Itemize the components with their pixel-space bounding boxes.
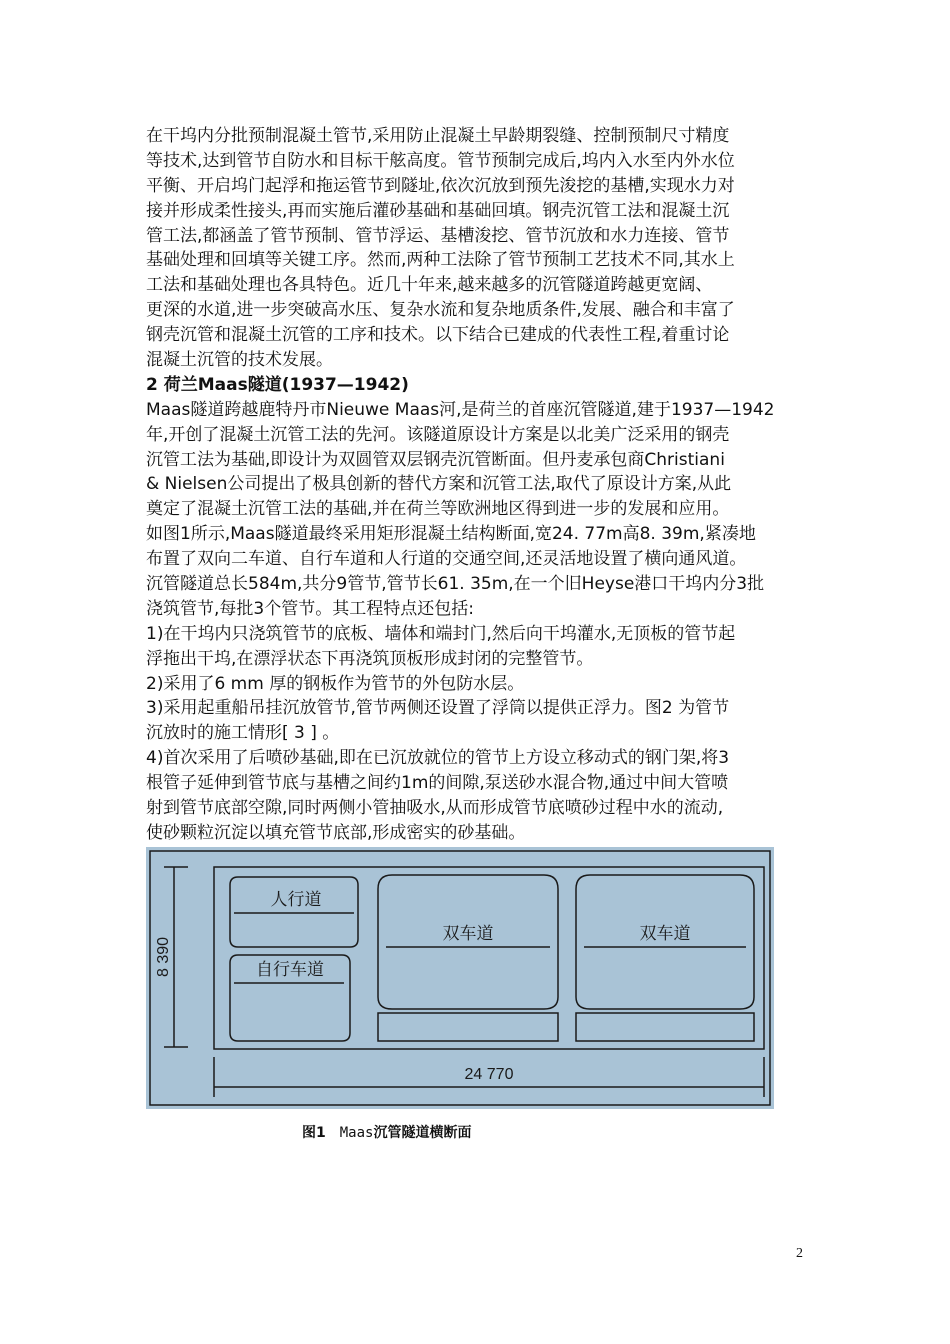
text-line: 奠定了混凝土沉管工法的基础,并在荷兰等欧洲地区得到进一步的发展和应用。 [146, 499, 730, 520]
text-line: 年,开创了混凝土沉管工法的先河。该隧道原设计方案是以北美广泛采用的钢壳 [146, 424, 730, 445]
text-line: Maas隧道跨越鹿特丹市Nieuwe Maas河,是荷兰的首座沉管隧道,建于1937—1942 [146, 399, 775, 420]
text-line: 布置了双向二车道、自行车道和人行道的交通空间,还灵活地设置了横向通风道。 [146, 549, 747, 570]
figure-background [146, 847, 774, 1109]
text-line: 2)采用了6 mm 厚的钢板作为管节的外包防水层。 [146, 673, 525, 694]
tunnel-cross-section-figure [146, 847, 774, 1109]
text-line: 使砂颗粒沉淀以填充管节底部,形成密实的砂基础。 [146, 822, 526, 843]
dim-width-label: 24 770 [464, 1066, 514, 1083]
section-heading: 2 荷兰Maas隧道(1937—1942) [146, 374, 409, 395]
text-line: 浮拖出干坞,在漂浮状态下再浇筑顶板形成封闭的完整管节。 [146, 648, 594, 669]
body-text [146, 124, 826, 846]
text-line: 沉管工法为基础,即设计为双圆管双层钢壳沉管断面。但丹麦承包商Christiani [146, 449, 725, 470]
text-line: 基础处理和回填等关键工序。然而,两种工法除了管节预制工艺技术不同,其水上 [146, 250, 735, 271]
text-line: 射到管节底部空隙,同时两侧小管抽吸水,从而形成管节底喷砂过程中水的流动, [146, 798, 724, 819]
text-line: 如图1所示,Maas隧道最终采用矩形混凝土结构断面,宽24. 77m高8. 39m,紧凑地 [146, 524, 756, 545]
page-number: 2 [796, 1246, 803, 1261]
figure-caption [302, 1122, 471, 1142]
text-line: 管工法,都涵盖了管节预制、管节浮运、基槽浚挖、管节沉放和水力连接、管节 [146, 225, 730, 246]
label-bicycle: 自行车道 [256, 960, 324, 980]
text-line: 1)在干坞内只浇筑管节的底板、墙体和端封门,然后向干坞灌水,无顶板的管节起 [146, 623, 736, 644]
text-line: 更深的水道,进一步突破高水压、复杂水流和复杂地质条件,发展、融合和丰富了 [146, 300, 735, 321]
text-line: 接并形成柔性接头,再而实施后灌砂基础和基础回填。钢壳沉管工法和混凝土沉 [146, 200, 730, 221]
label-pedestrian: 人行道 [270, 890, 322, 910]
dim-height-label: 8 390 [155, 936, 172, 978]
text-line: 钢壳沉管和混凝土沉管的工序和技术。以下结合已建成的代表性工程,着重讨论 [146, 325, 730, 346]
text-line: 浇筑管节,每批3个管节。其工程特点还包括: [146, 598, 474, 619]
text-line: 沉管隧道总长584m,共分9管节,管节长61. 35m,在一个旧Heyse港口干坞内分3批 [146, 574, 765, 595]
caption-suffix: 沉管隧道横断面 [373, 1125, 472, 1141]
text-line: 混凝土沉管的技术发展。 [146, 350, 333, 371]
text-line: 平衡、开启坞门起浮和拖运管节到隧址,依次沉放到预先浚挖的基槽,实现水力对 [146, 175, 735, 196]
text-line: 4)首次采用了后喷砂基础,即在已沉放就位的管节上方设立移动式的钢门架,将3 [146, 748, 730, 769]
caption-prefix: 图1 [302, 1125, 326, 1141]
label-lane-left: 双车道 [442, 924, 494, 944]
text-line: 工法和基础处理也各具特色。近几十年来,越来越多的沉管隧道跨越更宽阔、 [146, 275, 713, 296]
text-line: 沉放时的施工情形[ 3 ] 。 [146, 723, 340, 744]
text-line: 根管子延伸到管节底与基槽之间约1m的间隙,泵送砂水混合物,通过中间大管喷 [146, 773, 729, 794]
text-line: & Nielsen公司提出了极具创新的替代方案和沉管工法,取代了原设计方案,从此 [146, 474, 732, 495]
text-line: 等技术,达到管节自防水和目标干舷高度。管节预制完成后,坞内入水至内外水位 [146, 150, 735, 171]
label-lane-right: 双车道 [639, 924, 691, 944]
text-line: 在干坞内分批预制混凝土管节,采用防止混凝土早龄期裂缝、控制预制尺寸精度 [146, 126, 730, 146]
text-line: 3)采用起重船吊挂沉放管节,管节两侧还设置了浮筒以提供正浮力。图2 为管节 [146, 698, 730, 719]
caption-name: Maas [339, 1125, 374, 1141]
